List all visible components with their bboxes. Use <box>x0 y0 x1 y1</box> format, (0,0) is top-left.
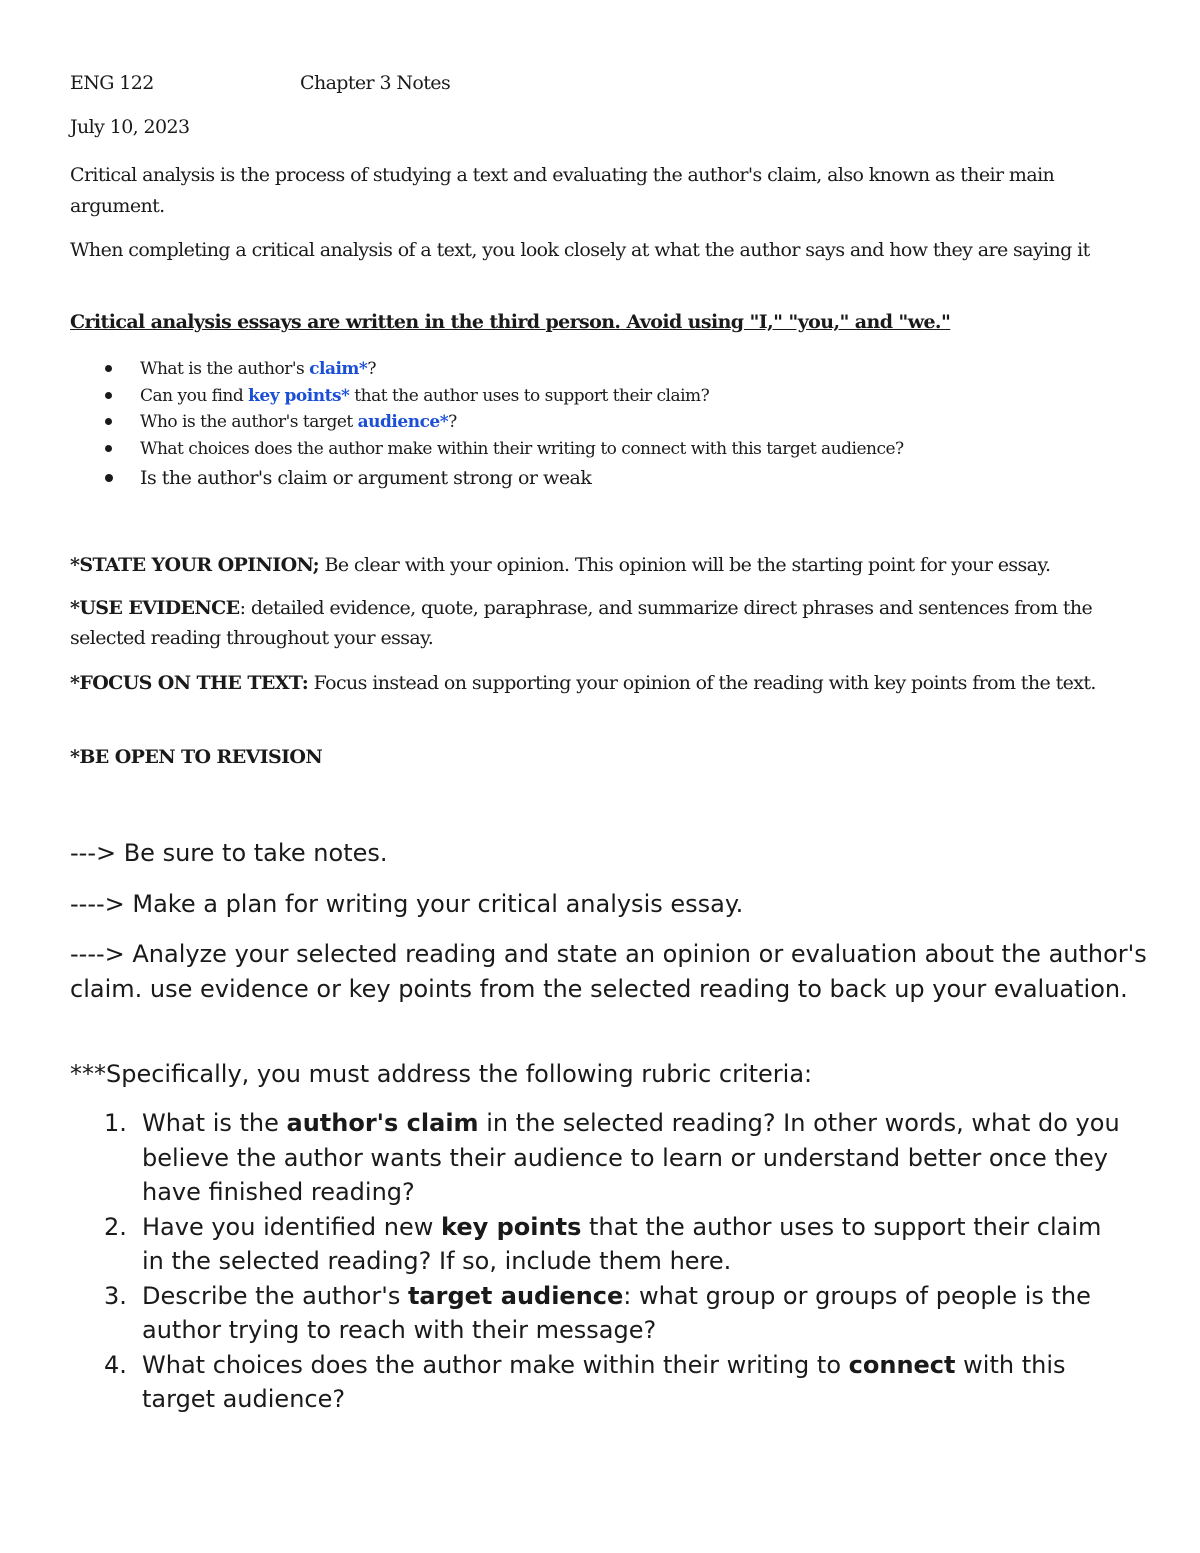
tip-revision <box>70 742 1140 772</box>
document-title: Chapter 3 Notes <box>300 72 451 94</box>
list-number: 2. <box>104 1212 127 1241</box>
step-take-notes: ---> Be sure to take notes. <box>70 839 388 867</box>
list-item: 2. Have you identified new key points that the author uses to support their claim in the selected reading? If so, include them here. <box>70 1210 1130 1279</box>
keyword: claim* <box>309 359 368 379</box>
intro-paragraph-1 <box>70 160 1140 221</box>
list-number: 1. <box>104 1109 127 1137</box>
list-number: 4. <box>104 1350 127 1379</box>
step-analyze: ----> Analyze your selected reading and state an opinion or evaluation about the author's claim. use evidence or key points from the selected reading to back up your evaluation. <box>70 940 1147 1003</box>
list-item: Who is the author's target audience*? <box>70 409 904 436</box>
rubric-keyword: connect <box>848 1350 956 1379</box>
third-person-rule <box>70 311 950 333</box>
tip-text: : detailed evidence, quote, paraphrase, and summarize direct phrases and sentences from the selected reading throughout your essay. <box>70 597 1093 649</box>
rubric-keyword: key points <box>441 1212 582 1241</box>
list-item: 3. Describe the author's target audience: what group or groups of people is the author trying to reach with their message? <box>70 1279 1130 1348</box>
bullet-icon <box>105 365 112 372</box>
keyword: key points* <box>248 385 350 406</box>
tip-state-opinion <box>70 550 1140 580</box>
course-code: ENG 122 <box>70 72 154 94</box>
document-date: July 10, 2023 <box>70 116 190 138</box>
tip-use-evidence <box>70 593 1140 653</box>
list-item: Can you find key points* that the author uses to support their claim? <box>70 383 904 410</box>
tip-text: Be clear with your opinion. This opinion will be the starting point for your essay. <box>319 554 1051 576</box>
tip-label: *BE OPEN TO REVISION <box>70 746 323 768</box>
rubric-list <box>70 1106 1130 1417</box>
rubric-keyword: target audience <box>407 1281 624 1310</box>
list-item: What choices does the author make within their writing to connect with this target audience? <box>70 436 904 463</box>
tip-text: Focus instead on supporting your opinion of the reading with key points from the text. <box>308 672 1096 694</box>
tip-label: *STATE YOUR OPINION; <box>70 554 320 576</box>
intro-text-2: When completing a critical analysis of a text, you look closely at what the author says and how they are saying it <box>70 239 1090 261</box>
tip-label: *FOCUS ON THE TEXT: <box>70 672 309 694</box>
list-item: What is the author's claim*? <box>70 356 904 383</box>
intro-text-1: Critical analysis is the process of studying a text and evaluating the author's claim, also known as their main argument. <box>70 164 1055 217</box>
bullet-icon <box>105 474 113 482</box>
step-make-plan: ----> Make a plan for writing your critical analysis essay. <box>70 890 744 918</box>
rubric-keyword: author's claim <box>286 1109 479 1137</box>
list-number: 3. <box>104 1281 127 1310</box>
tip-label: *USE EVIDENCE <box>70 597 240 619</box>
analysis-questions <box>70 356 904 494</box>
tip-focus-text <box>70 668 1140 698</box>
third-person-rule-text: Critical analysis essays are written in the third person. Avoid using "I," "you," and "we." <box>70 311 951 333</box>
keyword: audience* <box>357 412 449 432</box>
list-item: 1. What is the author's claim in the selected reading? In other words, what do you believe the author wants their audience to learn or understand better once they have finished reading? <box>70 1106 1130 1210</box>
rubric-intro: ***Specifically, you must address the following rubric criteria: <box>70 1060 813 1088</box>
bullet-icon <box>105 445 112 452</box>
bullet-icon <box>105 418 112 425</box>
list-item: Is the author's claim or argument strong or weak <box>70 462 904 494</box>
intro-paragraph-2 <box>70 235 1140 266</box>
list-item: 4. What choices does the author make within their writing to connect with this target audience? <box>70 1348 1130 1417</box>
bullet-icon <box>105 392 112 399</box>
